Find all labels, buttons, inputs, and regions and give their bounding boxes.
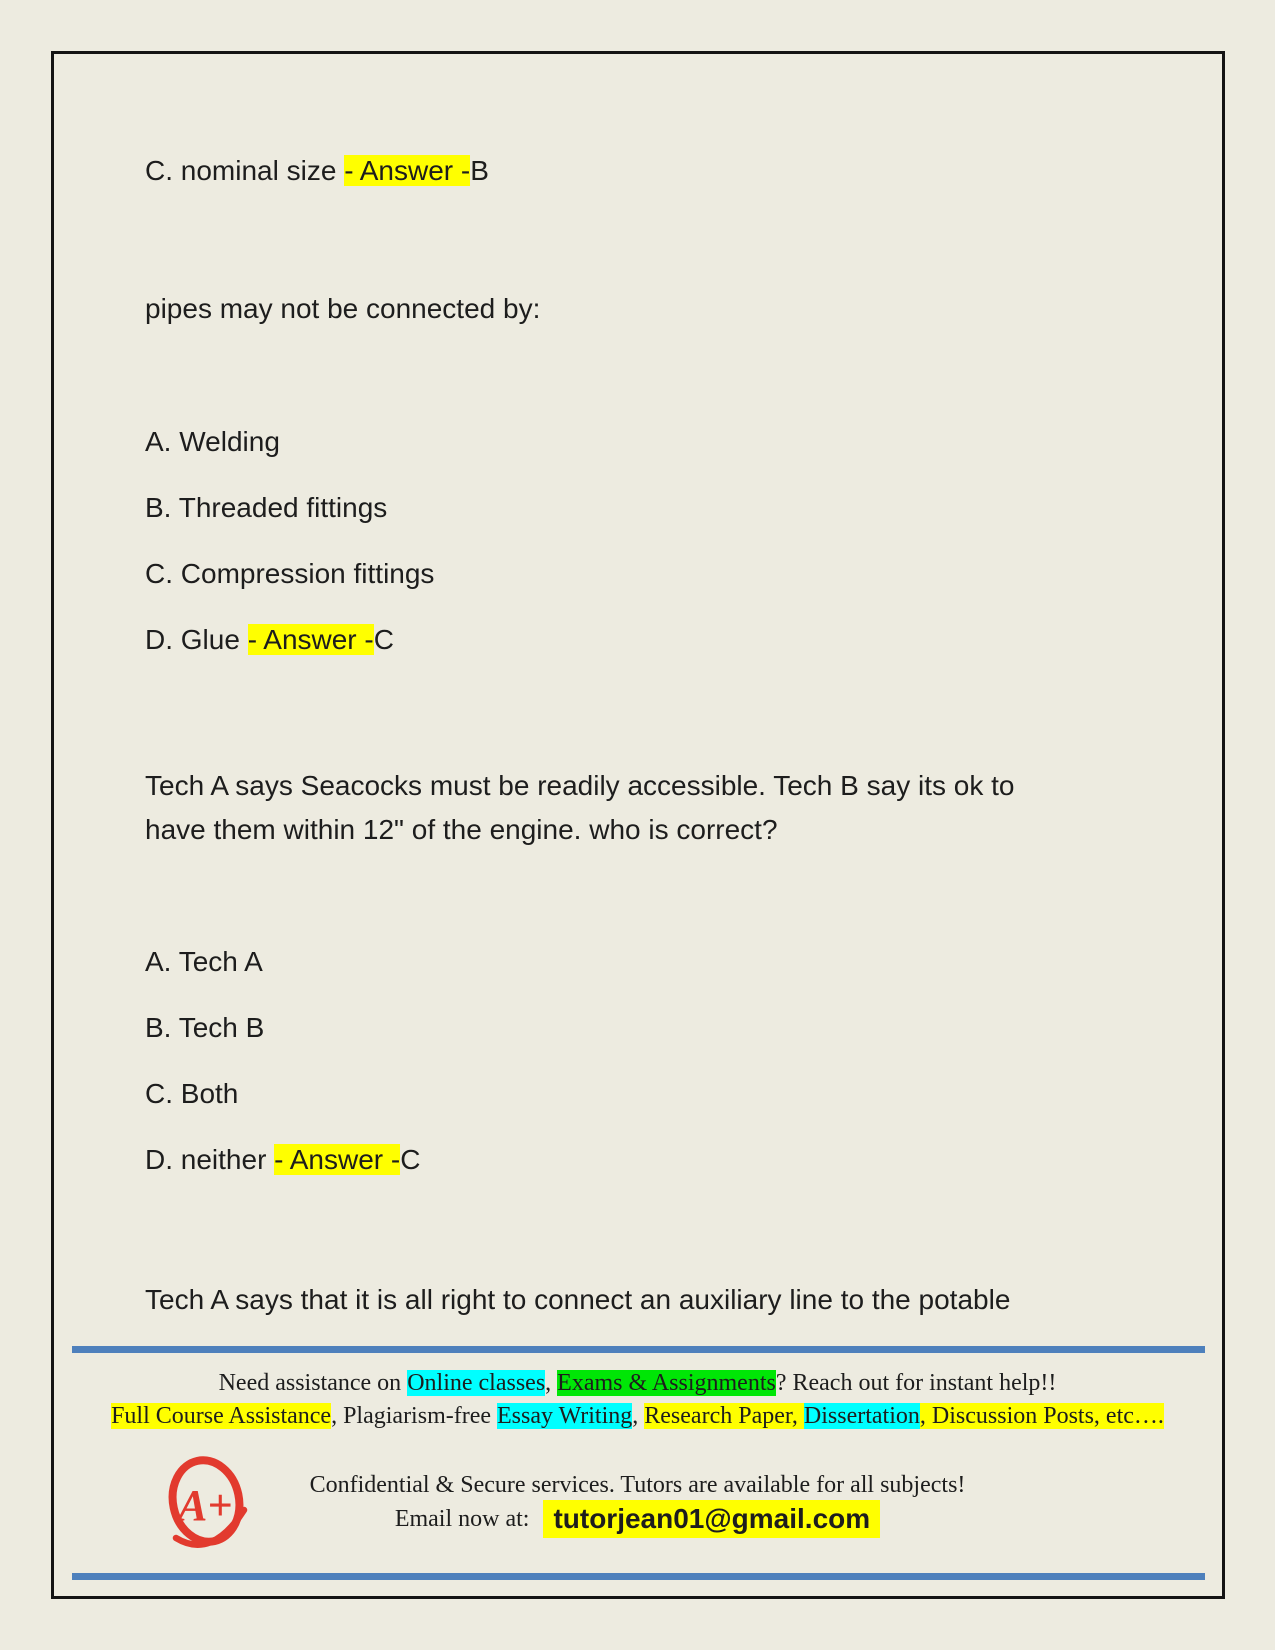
- text-segment: Exams & Assignments: [557, 1370, 776, 1396]
- footer-services-line: [0, 1401, 1275, 1431]
- text-segment: D. neither: [145, 1144, 275, 1175]
- document-line: [145, 767, 1014, 805]
- text-segment: C. Both: [145, 1078, 239, 1109]
- text-segment: Tech A says that it is all right to connect an auxiliary line to the potable: [145, 1284, 1011, 1315]
- bottom-divider-line: [72, 1573, 1205, 1580]
- text-segment: A. Welding: [145, 426, 280, 457]
- text-segment: B. Threaded fittings: [145, 492, 388, 523]
- text-segment: B: [470, 155, 489, 186]
- text-segment: have them within 12" of the engine. who is correct?: [145, 814, 778, 845]
- text-segment: ,: [632, 1403, 645, 1429]
- document-line: [145, 621, 394, 659]
- text-segment: Dissertation: [803, 1403, 920, 1429]
- document-line: [145, 943, 263, 981]
- text-segment: C: [400, 1144, 421, 1175]
- text-segment: - Answer -: [344, 155, 471, 186]
- document-line: [145, 1141, 420, 1179]
- text-segment: pipes may not be connected by:: [145, 293, 541, 324]
- text-segment: Essay Writing: [497, 1403, 633, 1429]
- footer-help-line: [0, 1368, 1275, 1398]
- text-segment: Online classes: [407, 1370, 546, 1396]
- text-segment: ,: [545, 1370, 558, 1396]
- document-line: [145, 1075, 238, 1113]
- text-segment: , Plagiarism-free: [331, 1403, 498, 1429]
- document-line: [145, 152, 489, 190]
- footer-email-row: [0, 1500, 1275, 1538]
- aplus-logo-text: A+: [178, 1481, 233, 1530]
- text-segment: - Answer -: [247, 624, 374, 655]
- text-segment: B. Tech B: [145, 1012, 265, 1043]
- text-segment: C. nominal size: [145, 155, 345, 186]
- text-segment: C. Compression fittings: [145, 558, 435, 589]
- document-line: [145, 811, 778, 849]
- document-line: [145, 1009, 264, 1047]
- email-address: tutorjean01@gmail.com: [543, 1500, 880, 1538]
- text-segment: Tech A says Seacocks must be readily accessible. Tech B say its ok to: [145, 770, 1015, 801]
- text-segment: C: [373, 624, 394, 655]
- document-line: [145, 290, 540, 328]
- text-segment: A. Tech A: [145, 946, 263, 977]
- text-segment: ? Reach out for instant help!!: [775, 1370, 1057, 1396]
- document-line: [145, 423, 280, 461]
- document-line: [145, 1281, 1010, 1319]
- text-segment: Research Paper,: [644, 1403, 804, 1429]
- text-segment: Full Course Assistance: [111, 1403, 332, 1429]
- text-segment: D. Glue: [145, 624, 248, 655]
- email-label: Email now at:: [394, 1505, 530, 1532]
- top-divider-line: [72, 1346, 1205, 1353]
- document-line: [145, 555, 434, 593]
- footer-confidential-line: Confidential & Secure services. Tutors are available for all subjects!: [309, 1472, 966, 1498]
- text-segment: , Discussion Posts, etc….: [919, 1403, 1164, 1429]
- document-line: [145, 489, 387, 527]
- text-segment: - Answer -: [274, 1144, 401, 1175]
- text-segment: Need assistance on: [218, 1370, 408, 1396]
